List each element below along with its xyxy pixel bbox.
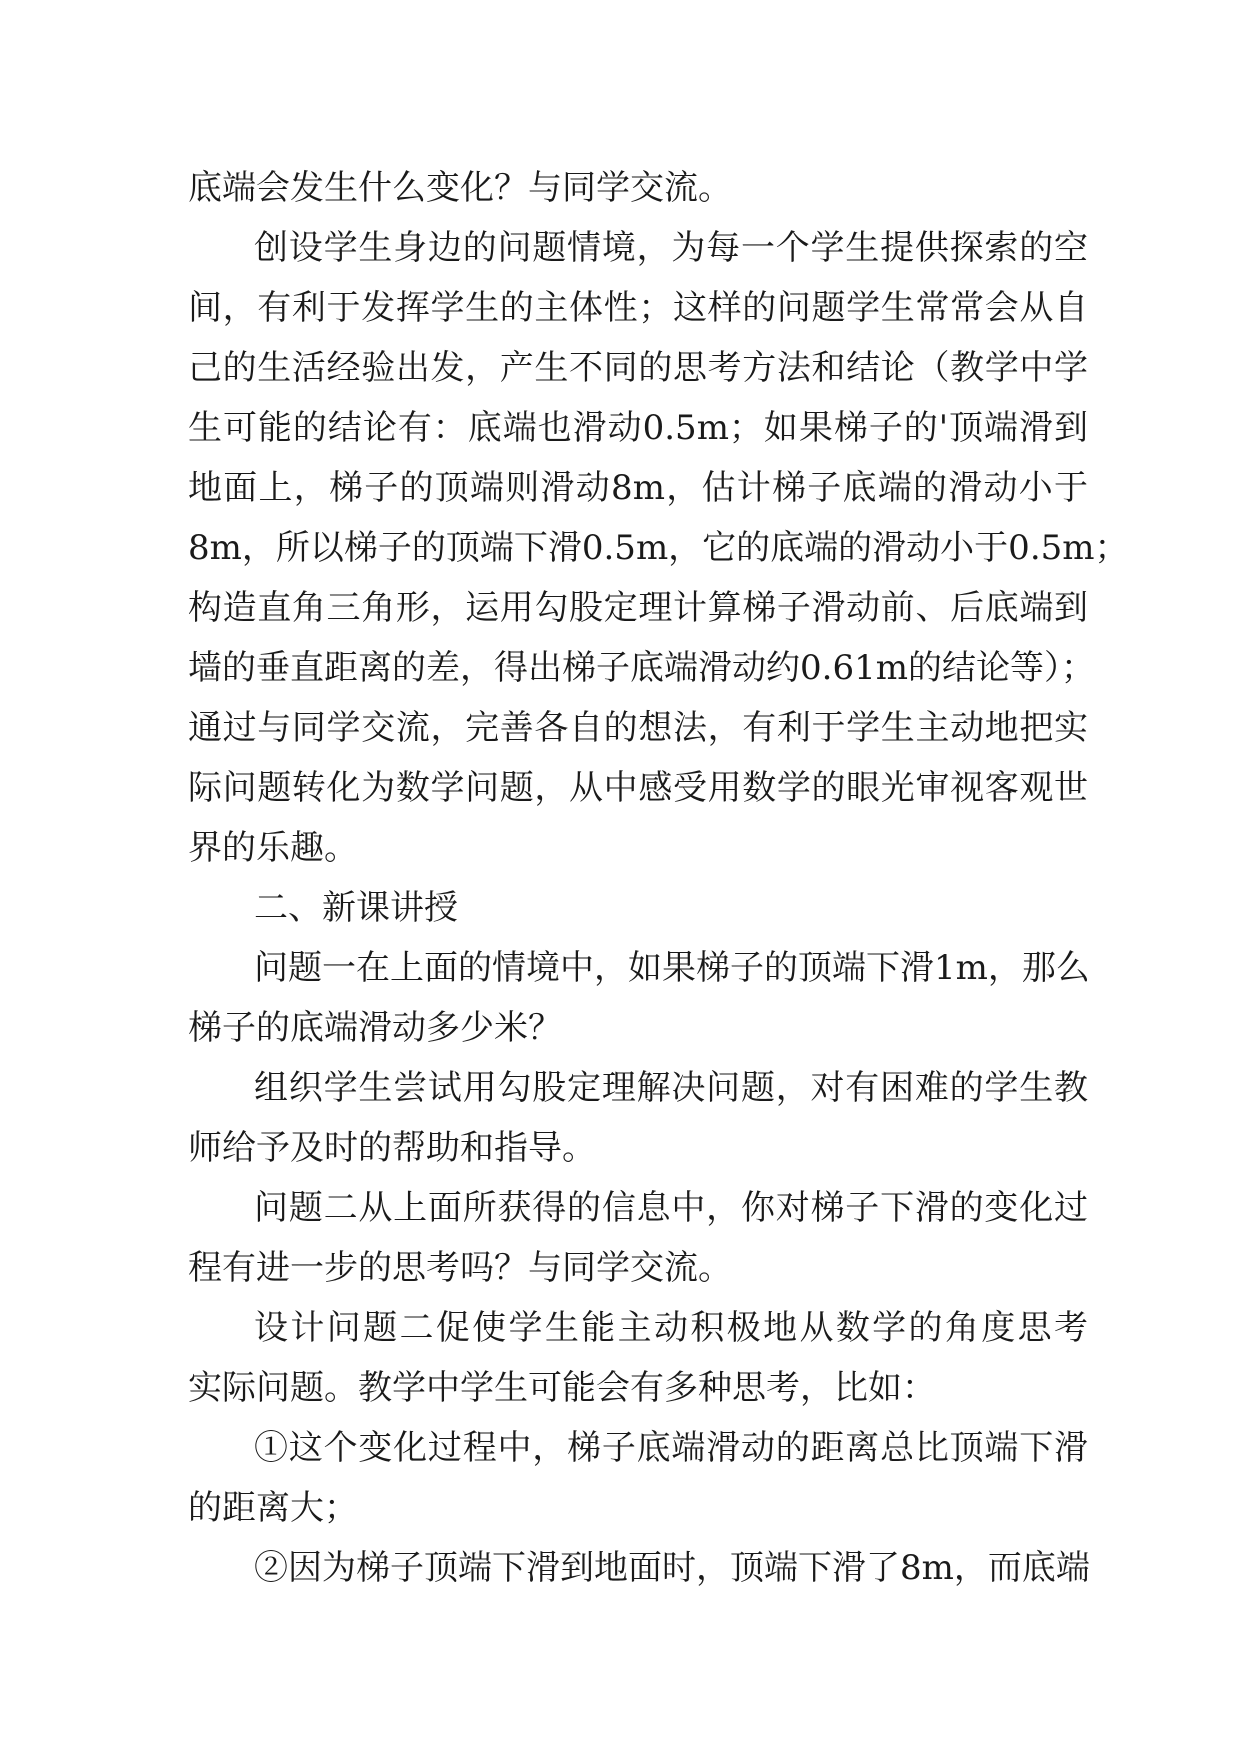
text-line: 问题二从上面所获得的信息中，你对梯子下滑的变化过 (254, 1188, 1088, 1228)
text-line: 问题一在上面的情境中，如果梯子的顶端下滑1m，那么 (254, 948, 1090, 988)
text-line: 创设学生身边的问题情境，为每一个学生提供探索的空 (254, 228, 1088, 268)
text-line: ②因为梯子顶端下滑到地面时，顶端下滑了8m，而底端 (254, 1548, 1090, 1588)
text-line: 际问题转化为数学问题，从中感受用数学的眼光审视客观世 (188, 768, 1088, 808)
text-line: 通过与同学交流，完善各自的想法，有利于学生主动地把实 (188, 708, 1088, 748)
text-line: ①这个变化过程中，梯子底端滑动的距离总比顶端下滑 (254, 1428, 1088, 1468)
text-line: 设计问题二促使学生能主动积极地从数学的角度思考 (254, 1308, 1088, 1348)
text-line: 的距离大； (188, 1488, 358, 1528)
text-line: 组织学生尝试用勾股定理解决问题，对有困难的学生教 (254, 1068, 1088, 1108)
text-line: 己的生活经验出发，产生不同的思考方法和结论（教学中学 (188, 348, 1088, 388)
text-line: 地面上，梯子的顶端则滑动8m，估计梯子底端的滑动小于 (188, 468, 1088, 508)
text-line: 构造直角三角形，运用勾股定理计算梯子滑动前、后底端到 (188, 588, 1088, 628)
text-line: 间，有利于发挥学生的主体性；这样的问题学生常常会从自 (188, 288, 1088, 328)
text-line: 实际问题。教学中学生可能会有多种思考，比如： (188, 1368, 936, 1408)
text-line: 界的乐趣。 (188, 828, 358, 868)
text-line: 底端会发生什么变化？与同学交流。 (188, 168, 732, 208)
section-heading: 二、新课讲授 (254, 888, 458, 928)
text-line: 梯子的底端滑动多少米？ (188, 1008, 562, 1048)
text-line: 生可能的结论有：底端也滑动0.5m；如果梯子的'顶端滑到 (188, 408, 1088, 448)
text-line: 师给予及时的帮助和指导。 (188, 1128, 596, 1168)
text-line: 程有进一步的思考吗？与同学交流。 (188, 1248, 732, 1288)
text-line: 8m，所以梯子的顶端下滑0.5m，它的底端的滑动小于0.5m； (188, 528, 1129, 568)
text-line: 墙的垂直距离的差，得出梯子底端滑动约0.61m的结论等）； (188, 648, 1095, 688)
